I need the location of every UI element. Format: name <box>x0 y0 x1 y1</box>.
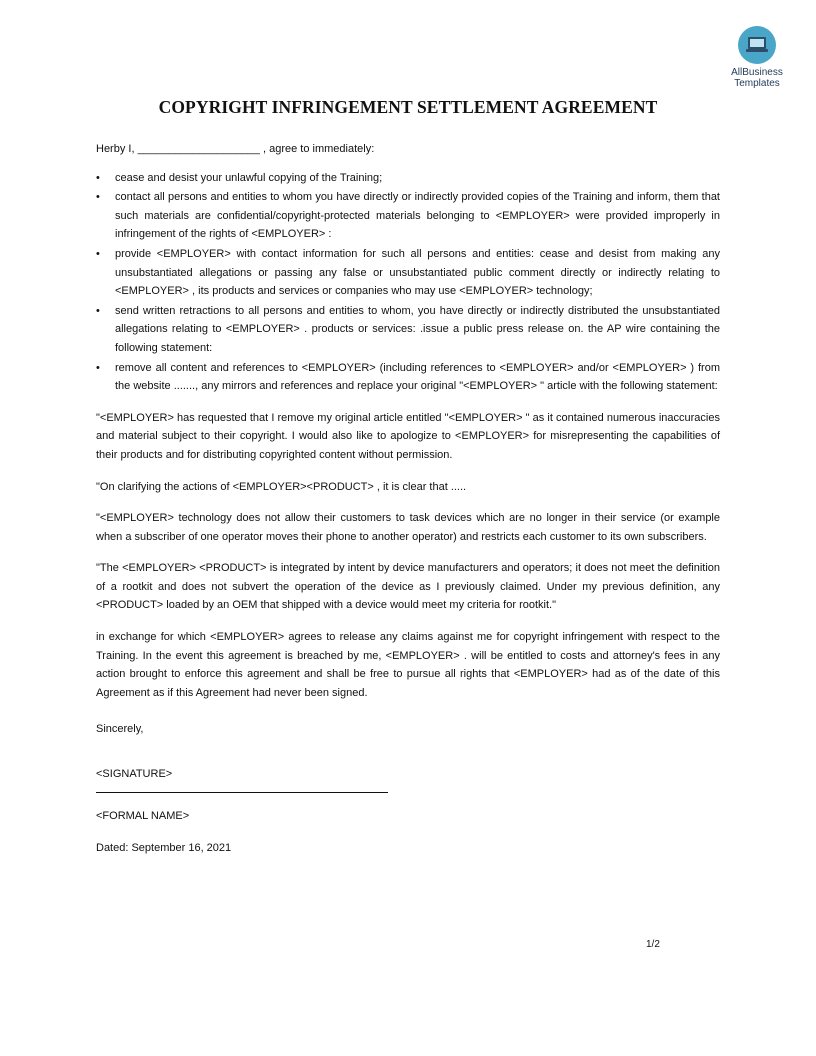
document-body <box>96 140 720 858</box>
signature-block <box>96 765 720 858</box>
closing-salutation: Sincerely, <box>96 723 144 736</box>
obligations-list <box>96 169 720 396</box>
list-item: • send written retractions to all persons and entities to whom, you have directly or indirectly distributed the unsubstantiated allegations relating to <EMPLOYER> . products or services: .issue a public press release on. the AP wire containing the following statement: <box>96 302 720 358</box>
logo-text-line2: Templates <box>734 78 780 89</box>
intro-line: Herby I, ____________________ , agree to immediately: <box>96 143 375 155</box>
signature-line <box>96 792 388 793</box>
release-paragraph: in exchange for which <EMPLOYER> agrees to release any claims against me for copyright infringement with respect to the Training. In the event this agreement is breached by me, <EMPLOYER> . will be entitled to costs and attorney's fees in any action brought to enforce this agreement and shall be free to pursue all rights that <EMPLOYER> had as of the date of this Agreement as if this Agreement had never been signed. <box>96 631 720 699</box>
signature-placeholder: <SIGNATURE> <box>96 768 173 781</box>
list-item: • remove all content and references to <EMPLOYER> (including references to <EMPLOYER> and/or <EMPLOYER> ) from the website ......., any mirrors and references and replace your original "<EMPLOYER> " article with the following statement: <box>96 359 720 396</box>
brand-logo <box>724 26 790 89</box>
technology-paragraph: "<EMPLOYER> technology does not allow their customers to task devices which are no longer in their service (or example when a subscriber of one operator moves their phone to another operator) and restricts each customer to its own subscribers. <box>96 512 720 543</box>
page-number: 1/2 <box>646 939 660 950</box>
laptop-icon <box>738 26 776 64</box>
rootkit-paragraph: "The <EMPLOYER> <PRODUCT> is integrated by intent by device manufacturers and operators; it does not meet the definition of a rootkit and does not subvert the operation of the device as I previously claimed. Under my previous definition, any <PRODUCT> loaded by an OEM that shipped with a device would meet my criteria for rootkit." <box>96 562 720 612</box>
clarification-paragraph: "On clarifying the actions of <EMPLOYER><PRODUCT> , it is clear that ..... <box>96 480 467 493</box>
date-line: Dated: September 16, 2021 <box>96 842 232 855</box>
list-item: • provide <EMPLOYER> with contact information for such all persons and entities: cease and desist from making any unsubstantiated allegations or passing any false or unsubstantiated public comment directly or indirectly relating to <EMPLOYER> , its products and services or companies who may use <EMPLOYER> technology; <box>96 245 720 301</box>
list-item: • cease and desist your unlawful copying of the Training; <box>96 169 720 188</box>
document-title: COPYRIGHT INFRINGEMENT SETTLEMENT AGREEMENT <box>158 97 658 117</box>
statement-paragraph: "<EMPLOYER> has requested that I remove my original article entitled "<EMPLOYER> " as it contained numerous inaccuracies and material subject to their copyright. I would also like to apologize to <EMPLOYER> for misrepresenting the capabilities of their products and for distributing copyrighted content without permission. <box>96 411 720 461</box>
logo-text-line1: AllBusiness <box>731 67 783 78</box>
list-item: • contact all persons and entities to whom you have directly or indirectly provided copies of the Training and inform, them that such materials are confidential/copyright-protected materials belonging to <EMPLOYER> were provided improperly in infringement of the rights of <EMPLOYER> : <box>96 188 720 244</box>
formal-name-placeholder: <FORMAL NAME> <box>96 809 190 822</box>
